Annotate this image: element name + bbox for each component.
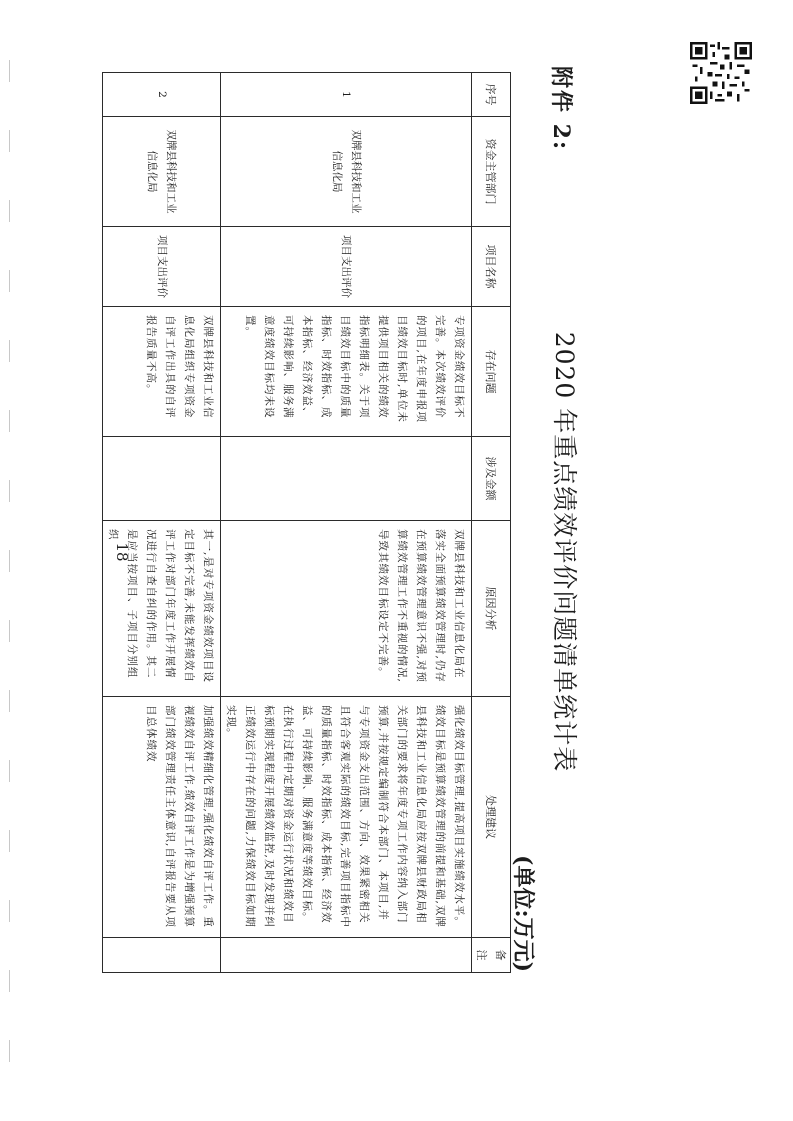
page-number: 18 [113, 542, 131, 562]
cause-cell: 双牌县科技和工业信息化局在落实全面预算绩效管理时,仍存在预算绩效管理意识不强,对预算绩效管理工作不重视的情况,导致其绩效目标设定不完善。 [221, 521, 472, 697]
problem-cell: 双牌县科技和工业信息化局组织专项资金自评工作出具的自评报告质量不高。 [103, 307, 221, 437]
project-cell: 项目支出评价 [221, 227, 472, 307]
rotated-page-content [86, 32, 706, 1072]
department-cell: 双牌县科技和工业信息化局 [103, 117, 221, 227]
header-cell: 备注 [472, 938, 511, 973]
problem-list-table [102, 72, 511, 973]
row-number: 2 [103, 73, 221, 117]
header-cell: 原因分析 [472, 521, 511, 697]
cause-cell: 其一,是对专项资金绩效项目设定目标不完善,未能发挥绩效自评工作对部门年度工作开展情况进行自查自纠的作用。其二是应当按项目、子项目分别组织 [103, 521, 221, 697]
header-cell: 序号 [472, 73, 511, 117]
problem-cell: 专项资金绩效目标不完善。本次绩效评价的项目,在年度申报项目绩效目标时,单位未提供项目相关的绩效指标明细表。关于项目绩效目标中的质量指标、时效指标、成本指标、经济效益、可持续影响、服务满意度绩效目标均未设置。 [221, 307, 472, 437]
header-cell: 项目名称 [472, 227, 511, 307]
document-title: 2020 年重点绩效评价问题清单统计表 [550, 331, 579, 773]
row-number: 1 [221, 73, 472, 117]
annex-label: 附件 2: [548, 66, 574, 152]
header-cell: 存在问题 [472, 307, 511, 437]
unit-label: (单位:万元) [510, 855, 536, 972]
suggestion-cell: 强化绩效目标管理,提高项目实施绩效水平。绩效目标是预算绩效管理的前提和基础,双牌县科技和工业信息化局应按双牌县财政局相关部门的要求将年度专项工作内容纳入部门预算,并按规定编制符合本部门、本项目,并与专项资金支出范围、方向、效果紧密相关且符合客观实际的绩效目标,完善项目指标中的质量指标、时效指标、成本指标、经济效益、可持续影响、服务满意度等绩效目标。在执行过程中定期对资金运行状况和绩效目标预期实现程度开展绩效监控,及时发现并纠正绩效运行中存在的问题,力保绩效目标如期实现。 [221, 697, 472, 938]
amount-cell [221, 437, 472, 521]
header-cell: 处理建议 [472, 697, 511, 938]
table-row [221, 73, 472, 973]
suggestion-cell: 加强绩效精细化管理,强化绩效自评工作。重视绩效自评工作,绩效自评工作是为增强预算部门绩效管理责任主体意识,自评报告要从项目总体绩效 [103, 697, 221, 938]
department-cell: 双牌县科技和工业信息化局 [221, 117, 472, 227]
remark-cell [221, 938, 472, 973]
project-cell: 项目支出评价 [103, 227, 221, 307]
header-cell: 资金主管部门 [472, 117, 511, 227]
header-cell: 涉及金额 [472, 437, 511, 521]
table-header-row [472, 73, 511, 973]
